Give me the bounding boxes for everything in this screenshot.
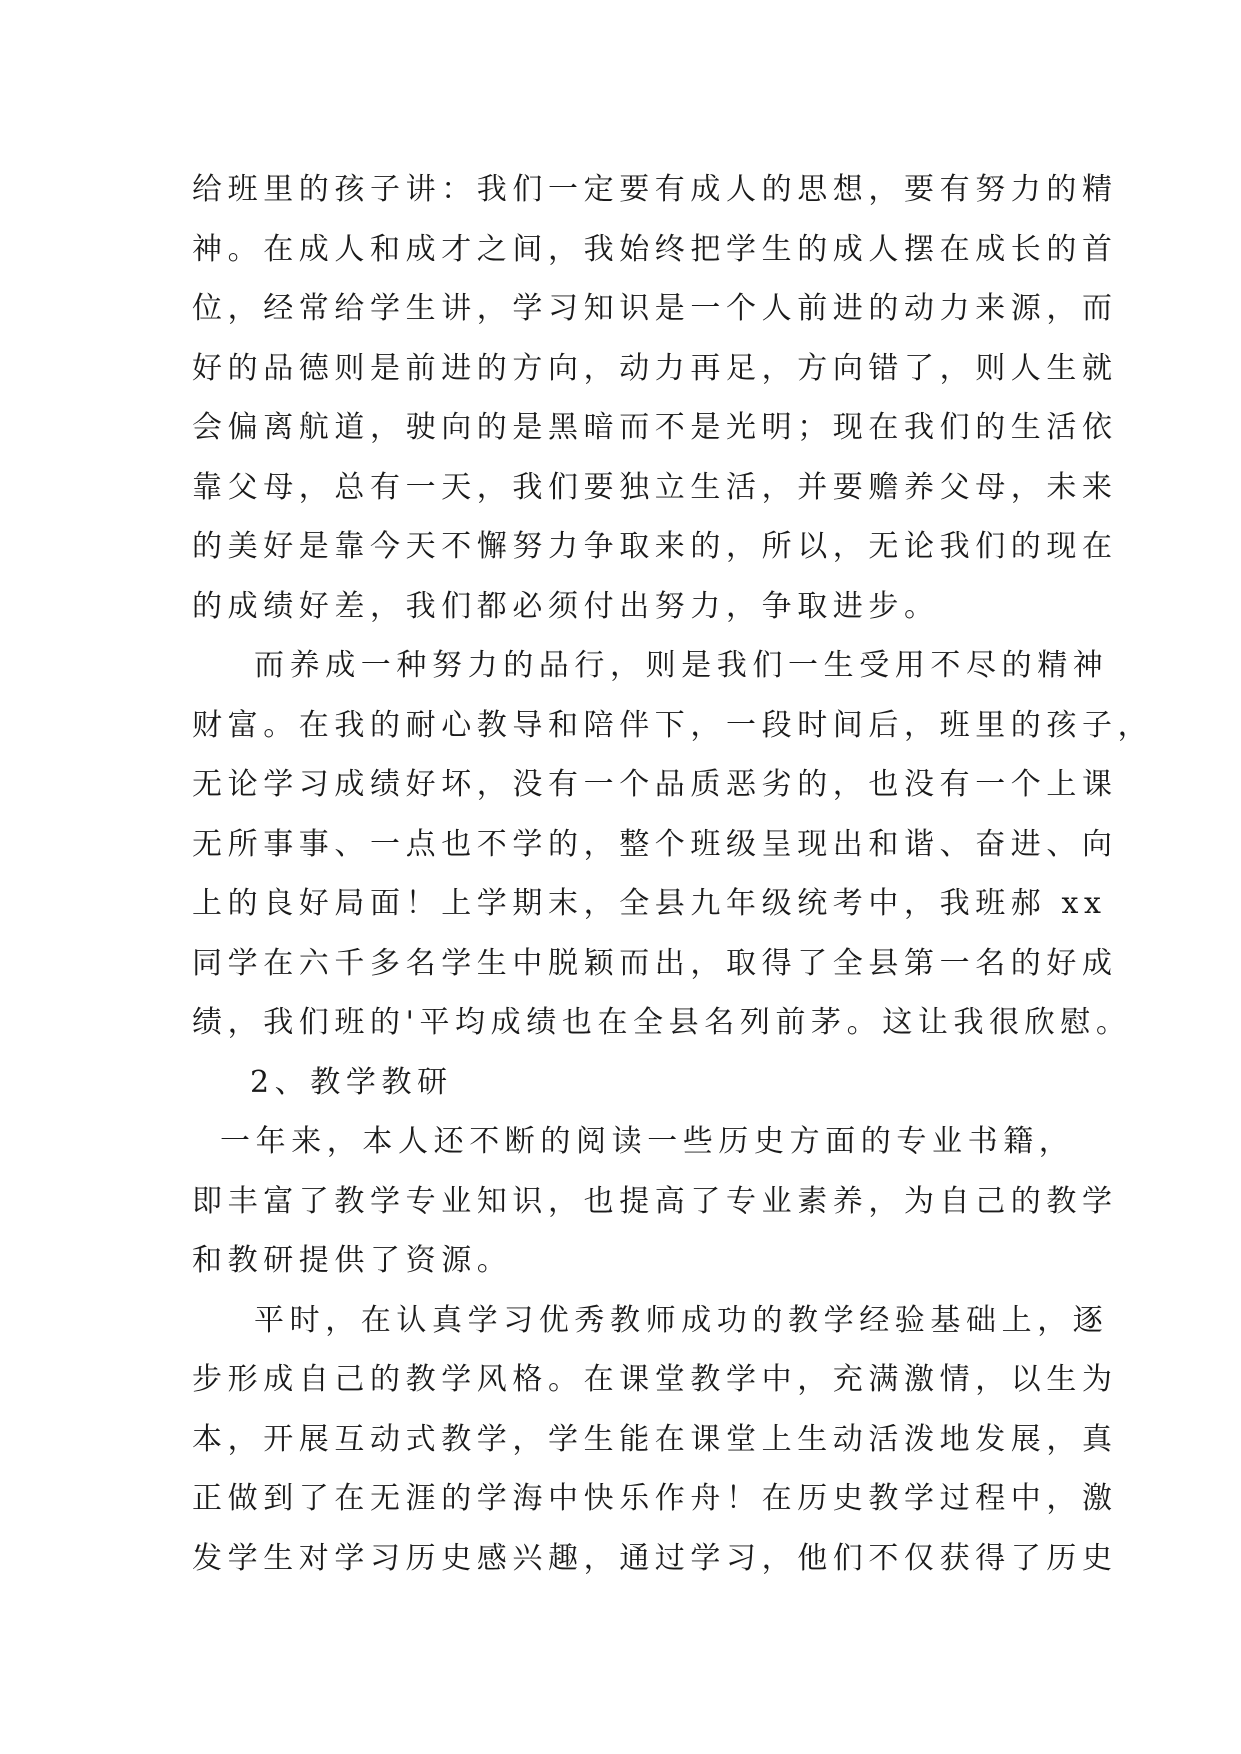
text-line: 给班里的孩子讲：我们一定要有成人的思想，要有努力的精 — [192, 172, 1118, 207]
text-line: 同学在六千多名学生中脱颖而出，取得了全县第一名的好成 — [192, 945, 1118, 981]
text-line: 无所事事、一点也不学的，整个班级呈现出和谐、奋进、向 — [192, 826, 1118, 862]
text-line: 无论学习成绩好坏，没有一个品质恶劣的，也没有一个上课 — [192, 767, 1118, 802]
text-line: 靠父母，总有一天，我们要独立生活，并要赡养父母，未来 — [192, 469, 1118, 505]
body-text — [192, 160, 1154, 1588]
text-line: 和教研提供了资源。 — [192, 1243, 513, 1278]
text-line: 正做到了在无涯的学海中快乐作舟！在历史教学过程中，激 — [192, 1481, 1118, 1516]
text-line: 位，经常给学生讲，学习知识是一个人前进的动力来源，而 — [192, 291, 1118, 326]
text-line: 即丰富了教学专业知识，也提高了专业素养，为自己的教学 — [192, 1183, 1118, 1219]
text-line: 上的良好局面！上学期末，全县九年级统考中，我班郝 xx — [192, 886, 1107, 921]
section-heading: 2、教学教研 — [250, 1064, 453, 1100]
text-line: 本，开展互动式教学，学生能在课堂上生动活泼地发展，真 — [192, 1421, 1118, 1457]
text-line: 发学生对学习历史感兴趣，通过学习，他们不仅获得了历史 — [192, 1540, 1118, 1576]
text-line: 的美好是靠今天不懈努力争取来的，所以，无论我们的现在 — [192, 529, 1118, 564]
text-line: 绩，我们班的'平均成绩也在全县名列前茅。这让我很欣慰。 — [192, 1005, 1132, 1040]
text-line: 步形成自己的教学风格。在课堂教学中，充满激情，以生为 — [192, 1362, 1118, 1397]
text-line: 财富。在我的耐心教导和陪伴下，一段时间后，班里的孩子， — [192, 707, 1154, 743]
text-line: 的成绩好差，我们都必须付出努力，争取进步。 — [192, 588, 940, 624]
paragraph-start-line: 平时，在认真学习优秀教师成功的教学经验基础上，逐 — [254, 1302, 1109, 1338]
paragraph-start-line: 一年来，本人还不断的阅读一些历史方面的专业书籍， — [220, 1124, 1075, 1159]
text-line: 神。在成人和成才之间，我始终把学生的成人摆在成长的首 — [192, 231, 1118, 267]
paragraph-start-line: 而养成一种努力的品行，则是我们一生受用不尽的精神 — [254, 648, 1109, 683]
text-line: 会偏离航道，驶向的是黑暗而不是光明；现在我们的生活依 — [192, 410, 1118, 445]
text-line: 好的品德则是前进的方向，动力再足，方向错了，则人生就 — [192, 350, 1118, 386]
